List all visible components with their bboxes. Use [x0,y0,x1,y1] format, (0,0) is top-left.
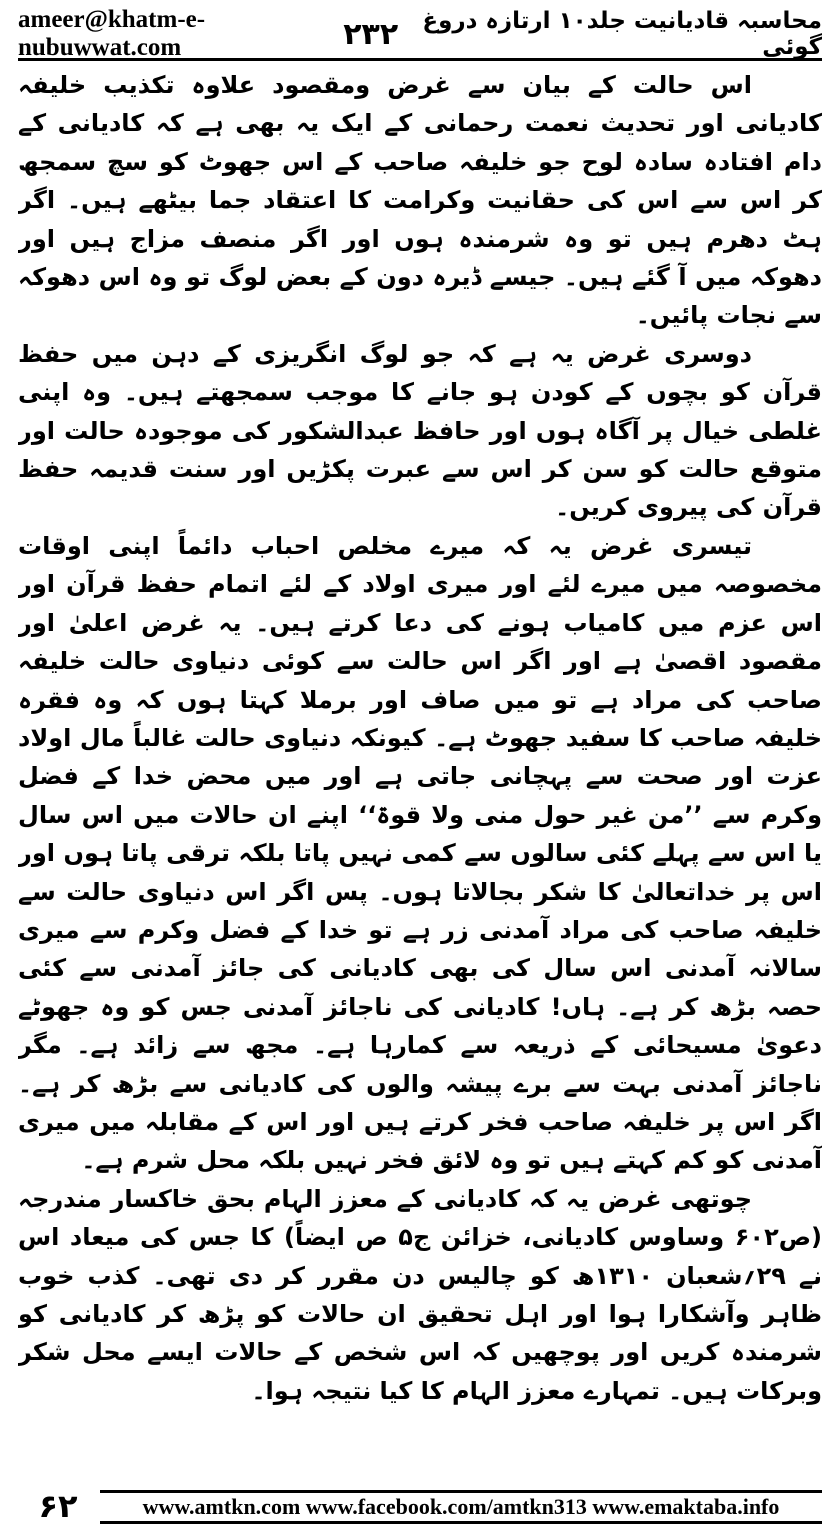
header-email: ameer@khatm-e-nubuwwat.com [18,6,206,61]
header-left [18,6,398,62]
footer-links-bar [100,1490,822,1524]
header-rule [18,58,822,61]
paragraph-1: اس حالت کے بیان سے غرض ومقصود علاوہ تکذیب خلیفہ کادیانی اور تحدیث نعمت رحمانی کے ایک یہ بھی ہے کہ کادیانی کے دام افتادہ سادہ لوح جو خلیفہ صاحب کے اس جھوٹ کو سچ سمجھ کر اس سے اس کی حقانیت وکرامت کا اعتقاد جما بیٹھے ہیں۔ اگر ہٹ دھرم ہیں تو وہ شرمندہ ہوں اور اگر منصف مزاج ہیں اور دھوکہ میں آ گئے ہیں۔ جیسے ڈیرہ دون کے بعض لوگ تو وہ اس دھوکہ سے نجات پائیں۔ [18,71,822,330]
paragraph-4: چوتھی غرض یہ کہ کادیانی کے معزز الہام بحق خاکسار مندرجہ (ص۶۰۲ وساوس کادیانی، خزائن ج۵ ص ایضاً) کا جس کی میعاد اس نے ۲۹؍شعبان ۱۳۱۰ھ کو چالیس دن مقرر کر دی تھی۔ کذب خوب ظاہر وآشکارا ہوا اور اہل تحقیق ان حالات کو پڑھ کر کادیانی کو شرمندہ کریں اور پوچھیں کہ اس شخص کے حالات ایسے محل شکر وبرکات ہیں۔ تمہارے معزز الہام کا کیا نتیجہ ہوا۔ [18,1184,822,1405]
header-book-title: محاسبہ قادیانیت جلد۱۰ ارتازہ دروغ گوئی [422,8,822,60]
paragraph-3: تیسری غرض یہ کہ میرے مخلص احباب دائماً اپنی اوقات مخصوصہ میں میرے لئے اور میری اولاد کے لئے اتمام حفظ قرآن اور اس عزم میں کامیاب ہونے کی دعا کرتے ہیں۔ یہ غرض اعلیٰ اور مقصود اقصیٰ ہے اور اگر اس حالت سے کوئی دنیاوی حالت خلیفہ صاحب کی مراد ہے تو میں صاف اور برملا کہتا ہوں کہ وہ فقرہ خلیفہ صاحب کا سفید جھوٹ ہے۔ کیونکہ دنیاوی حالت غالباً مال اولاد عزت اور صحت سے پہچانی جاتی ہے اور میں محض خدا کے فضل وکرم سے ’’من غیر حول منی ولا قوۃ‘‘ اپنے ان حالات میں اس سال یا اس سے پہلے کئی سالوں سے کمی نہیں پاتا بلکہ ترقی پاتا ہوں اور اس پر خداتعالیٰ کا شکر بجالاتا ہوں۔ پس اگر اس دنیاوی حالت سے خلیفہ صاحب کی مراد آمدنی زر ہے تو خدا کے فضل وکرم سے میری سالانہ آمدنی اس سال کی بھی کادیانی کی جائز آمدنی سے کئی حصہ بڑھ کر ہے۔ ہاں! کادیانی کی ناجائز آمدنی جس کو وہ جھوٹے دعویٰ مسیحائی کے ذریعہ سے کمارہا ہے۔ مجھ سے زائد ہے۔ مگر ناجائز آمدنی بہت سے برے پیشہ والوں کی کادیانی سے بڑھ کر ہے۔ اگر اس پر خلیفہ صاحب فخر کرتے ہیں اور اس کے مقابلہ میں میری آمدنی کو کم کہتے ہیں تو وہ لائق فخر نہیں بلکہ محل شرم ہے۔ [18,531,822,1175]
header-page-number: ۲۳۲ [343,16,399,52]
footer-page-number: ۶۲ [38,1487,78,1525]
paragraph-2: دوسری غرض یہ ہے کہ جو لوگ انگریزی کے دہن میں حفظ قرآن کو بچوں کے کودن ہو جانے کا موجب سمجھتے ہیں۔ وہ اپنی غلطی خیال پر آگاہ ہوں اور حافظ عبدالشکور کی موجودہ حالت اور متوقع حالت کو سن کر اس سے عبرت پکڑیں اور سنت قدیمہ حفظ قرآن کی پیروی کریں۔ [18,339,822,522]
footer-links: www.amtkn.com www.facebook.com/amtkn313 www.emaktaba.info [142,1494,780,1519]
page-header [18,6,822,61]
page-body [18,66,822,1448]
page-footer [0,1486,840,1526]
